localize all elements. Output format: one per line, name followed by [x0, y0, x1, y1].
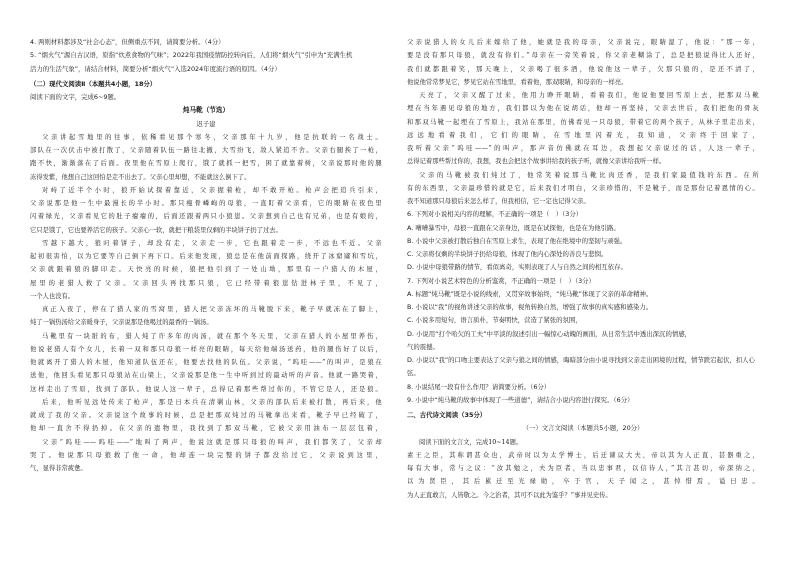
right-text-line: 9. 小说中“炖马靴的故事中体现了一些道德”，请结合小说内容进行探究。（6分）	[407, 395, 634, 404]
left-text-line: 后来，他听见远处传来了枪声，那是日本兵在清剿山林，父亲的部队后来被打散，再后来，他	[42, 398, 382, 406]
left-text-line: 起初很害怕，以为它要等自己倒下再下口。后来他发现，狼总是在他前面探路，绕开了冰窟窿和雪坑，	[30, 253, 382, 260]
left-text-line: 马靴里有一块脏的布，猎人炖了许多年的肉汤，就在那个冬天里，父亲在猎人的小屋里养伤，	[42, 332, 382, 340]
left-text-line: 一个人也没有。	[30, 292, 75, 300]
left-text-line: 雪越下越大，狼叼着饼子，却没有走，父亲走一步，它也跟着走一步，不远也不近。父亲	[42, 239, 382, 247]
right-text-line: 8. 小说结尾一段有什么作用？请简要分析。（6分）	[407, 382, 551, 391]
right-text-line: 二、古代诗文阅读（35分）	[407, 411, 487, 419]
left-text-line: 这样走出了雪原，找到了部队。他说人这一辈子，总得记着那些帮过你的，不管它是人，还是狼。	[30, 385, 382, 393]
right-text-line: B. 小说以“我”的视角讲述父亲的故事，视角转换自然，增强了故事的真实感和感染力。	[407, 303, 653, 311]
right-text-line: 天亮了，父亲又醒了过来，他用力睁开眼睛，看着我们，他说他要回雪原上去，把那双马靴	[419, 92, 759, 99]
left-text-line: 炖马靴（节选）	[182, 106, 230, 115]
left-text-line: 真正入夜了，停在了猎人家的雪窝里，猎人把父亲冻坏的马靴脱下来，靴子早就冻在了脚上，	[42, 306, 382, 313]
left-text-line: 送他，他回头看见那只母狼站在山梁上，父亲说那是他一生中听到过的最动听的声音。他就一路哭着，	[30, 372, 382, 380]
left-text-line: 气，显得非常疲惫。	[30, 465, 87, 472]
right-text-line: 阅读下面的文言文，完成10~14题。	[419, 438, 523, 446]
left-text-line: 对峙了近半个小时，狼开始试探着靠近，父亲握着枪，却不敢开枪。枪声会把追兵引来，	[42, 186, 382, 194]
right-text-line: 父亲的马靴被我们炖过了，他常笑着说那马靴比肉还香，是我们家最值钱的东西。在所	[419, 171, 759, 179]
right-text-line: 我们就都跟着笑，那天晚上，父亲喝了很多酒，他说他这一辈子，欠那只狼的，是还不清了，	[407, 65, 759, 73]
right-text-line: 素王之臣，其称谓甚众也，武帝时以为太学博士，后迁谏议大夫，帝以其为人正直，甚器重之，	[407, 451, 759, 459]
right-text-line: 我不知道那只母狼后来怎么样了，但我相信，它一定也记得父亲。	[407, 198, 590, 205]
left-text-line: 冻得发紫，他想自己这回怕是走不出去了。父亲心里却想，不能就这么倒下了。	[30, 173, 251, 181]
right-text-line: 7. 下列对小说艺术特色的分析鉴赏，不正确的一项是（ ）（3分）	[407, 276, 595, 285]
left-text-line: （二）现代文阅读Ⅱ（本题共4小题，18分）	[30, 79, 157, 88]
right-text-line: 每有大事，常与之议：“汝其勉之，夫为臣者，当以忠事君，以信待人，”其言甚切，帝深纳之，	[407, 465, 759, 472]
right-text-line: 弦。	[407, 369, 420, 378]
right-text-line: （一）文言文阅读（本题共5小题，20分）	[522, 424, 644, 433]
left-text-line: 4. 两则材料都涉及“社会心态”，但侧重点不同，请简要分析。（4分）	[30, 38, 225, 46]
left-text-line: 迟子建	[196, 120, 216, 128]
right-text-line: 和那双马靴一起埋在了雪原上，我站在那里，仿佛看见一只母狼，带着它的两个孩子，从林子里走出来，	[407, 118, 759, 126]
left-text-line: 他说老猎人有个女儿，长着一双和那只母狼一样亮的眼睛，每天给他端汤送药，他的腿伤好了以后，	[30, 345, 382, 353]
right-text-line: 以为贤臣，其后累迁至光禄勋，卒于官，天子闻之，甚悼惜焉，谥曰忠。	[407, 478, 759, 486]
right-text-line: B. 小说中父亲被打散后独自在雪原上求生，表现了他在绝境中的坚韧与顽强。	[407, 236, 627, 245]
right-text-line: C. 小说多用短句，语言质朴，节奏明快，营造了紧张的氛围，	[407, 316, 582, 325]
left-text-line: 哭了。他说那只母狼救了他一命，他却连一块完整的饼子都没给过它，父亲说到这里，	[30, 451, 382, 459]
left-text-line: 阅读下面的文字，完成6~9题。	[30, 93, 121, 101]
right-text-line: 埋在当年遇见母狼的地方，我们都以为他在说胡话，他却一再坚持，父亲去世后，我们把他的骨灰	[407, 105, 759, 113]
left-text-line: 5. “烟火气”源自古汉语，原指“炊煮食物的气味”；2022年我国疫情防控转向后，人们将“烟火气”引申为“充满生机	[30, 51, 353, 60]
left-text-line: 他就离开了猎人的木屋，他知道队伍还在，他要去找他的队伍。父亲说，“呜哇——”的叫声，是狼在	[30, 359, 382, 366]
right-text-line: 远远地看着我们，它们的眼睛，在雪地里闪着光，我知道，父亲终于回家了，	[407, 131, 759, 139]
right-text-line: A. 嘈嘈暴雪中，母狼一直跟在父亲身边，既是在试探他，也是在为他引路。	[407, 223, 620, 232]
left-text-line: 它只是饿了，它也要养活它的孩子。父亲心一软，就把干粮袋里仅剩的半块饼子扔了过去。	[30, 226, 282, 234]
right-text-line: D. 小说用“打个哈欠的工夫”中平淡的叙述引出一幅惊心动魄的画面，从日常生活中透出深沉的情感，	[407, 329, 692, 338]
left-text-line: 炖了一锅热汤给父亲暖身子，父亲说那是他喝过的最香的一锅汤。	[30, 319, 213, 327]
left-text-line: 跑不快，渐渐落在了后面。夜里他在雪原上爬行，饿了就抓一把雪，困了就靠着树，父亲说那时他的腿	[30, 160, 382, 168]
left-text-line: 父亲说那是他一生中最漫长的半小时。那只瘦骨嶙峋的母狼，一直盯着父亲看，它的眼睛在夜色里	[30, 200, 382, 207]
right-text-line: 有的东西里，父亲最珍惜的就是它，后来我们才明白，父亲珍惜的，不是靴子，而是那份记着恩情的心。	[407, 184, 759, 192]
left-text-line: 部队在一次伏击中被打散了，父亲随着队伍一路往北撤，大雪纷飞，敌人紧追不舍。父亲右腿挨了一枪，	[30, 147, 382, 154]
left-text-line: 活力的生活气象”，请结合材料，简要分析“烟火气”入选2024年度流行语的原因。（4分）	[30, 64, 281, 73]
right-text-line: 为人正直敢言，人皆敬之。今之治者，其可不以此为鉴乎？”事并见史传。	[407, 491, 612, 499]
right-text-line: 他说他常常梦见它，梦见它站在雪地里，看着他，那双眼睛，和母亲的一样亮。	[407, 78, 628, 86]
right-text-line: D. 小说中母狼带路的情节，看似离奇，实则表现了人与自然之间的相互依存。	[407, 263, 627, 272]
right-text-line: C. 父亲将仅剩的半块饼子扔给母狼，体现了他内心深处的善良与悲悯。	[407, 250, 608, 258]
right-text-line: 气的震撼。	[407, 342, 439, 351]
left-text-line: 屋里的老猎人救了父亲。父亲回头再找那只狼，它已经带着狼崽钻进林子里，不见了，	[30, 279, 382, 287]
right-text-line: 6. 下列对小说相关内容的理解，不正确的一项是（ ）（3分）	[407, 210, 583, 219]
right-column	[407, 36, 759, 502]
left-text-line: 父亲就跟着狼的脚印走。天快亮的时候，狼把他引到了一处山坳，那里有一户猎人的木屋，	[30, 266, 382, 274]
right-text-line: 总得记着那些帮过你的，我想，我也会把这个故事讲给我的孩子听，就像父亲讲给我听一样。	[407, 158, 666, 166]
left-text-line: 就成了我的父亲。父亲说这个故事的时候，总是把那双炖过的马靴拿出来看，靴子早已经破了，	[30, 412, 382, 419]
left-text-line: 父亲“呜哇——呜哇——”地叫了两声，他说这就是那只母狼的叫声，我们都笑了，父亲却	[42, 438, 382, 446]
right-text-line: 我听着父亲“呜哇——”的叫声，那声音仿佛就在耳边，我想起父亲说过的话，人这一辈子，	[407, 145, 759, 152]
right-text-line: 要是没有那只母狼，就没有你们。”母亲在一旁笑着说，你父亲老糊涂了，总是把狼说得比人还好，	[407, 52, 759, 60]
right-text-line: A. 标题“炖马靴”既是小说的线索，又贯穿故事始终，“炖马靴”体现了父亲的革命精神。	[407, 289, 653, 298]
right-text-line: D. 小说以“我”的口吻主要表达了父亲与狼之间的情感，晦暗部分由小说寻找到父亲走出困境的过程，情节跌宕起伏，扣人心	[407, 356, 755, 364]
right-text-line: 父亲说猎人的女儿后来嫁给了他，她就是我的母亲，父亲说完，眼睛湿了，他说：“那一年，	[407, 39, 759, 46]
left-text-line: 父亲讲起雪地里的往事，依稀看见那个寒冬，父亲那年十九岁，他是抗联的一名战士。	[42, 133, 382, 141]
left-column	[30, 36, 382, 475]
left-text-line: 闪着绿光，父亲看见它的肚子瘪瘪的，后面还跟着两只小狼崽。父亲想到自己也有兄弟，也是有娘的，	[30, 213, 382, 221]
left-text-line: 他却一直舍不得扔掉。在父亲的遗物里，我找到了那双马靴，它被父亲用油布一层层包着，	[30, 425, 382, 433]
